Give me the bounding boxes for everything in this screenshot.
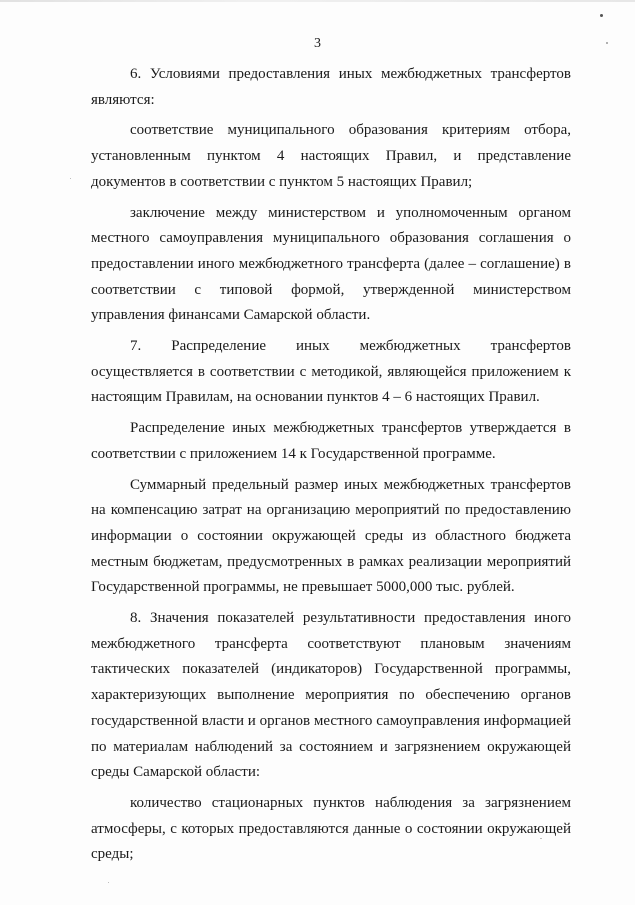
page-number: 3 [314, 36, 321, 51]
document-body [91, 62, 571, 873]
scan-top-edge [0, 0, 635, 2]
paragraph-distribution-approval: Распределение иных межбюджетных трансфертов утверждается в соответствии с приложением 14 к Государственной программе. [91, 420, 571, 462]
paragraph-total-limit: Суммарный предельный размер иных межбюджетных трансфертов на компенсацию затрат на организацию мероприятий по предоставлению информации о состоянии окружающей среды из областного бюджета местным бюджетам, предусмотренных в рамках реализации мероприятий Государственной программы, не превышает 5000,000 тыс. рублей. [91, 476, 571, 596]
paragraph-condition-selection-criteria: соответствие муниципального образования критериям отбора, установленным пунктом 4 настоящих Правил, и представление документов в соответствии с пунктом 5 настоящих Правил; [91, 122, 571, 190]
scan-speck [70, 178, 71, 179]
paragraph-item-8-indicators: 8. Значения показателей результативности предоставления иного межбюджетного трансферта соответствуют плановым значениям тактических показателей (индикаторов) Государственной программы, характеризующих выполнение мероприятия по обеспечению органов государственной власти и органов местного самоуправления информацией по материалам наблюдений за состоянием и загрязнением окружающей среды Самарской области: [91, 610, 571, 781]
scan-speck [108, 882, 109, 883]
paragraph-item-6-conditions: 6. Условиями предоставления иных межбюджетных трансфертов являются: [91, 66, 571, 108]
scan-speck [600, 14, 603, 17]
paragraph-condition-agreement: заключение между министерством и уполномоченным органом местного самоуправления муниципального образования соглашения о предоставлении иного межбюджетного трансферта (далее – соглашение) в соответствии с типовой формой, утвержденной министерством управления финансами Самарской области. [91, 204, 571, 324]
paragraph-indicator-stations-count: количество стационарных пунктов наблюдения за загрязнением атмосферы, с которых предоставляются данные о состоянии окружающей среды; [91, 794, 571, 863]
scan-speck [540, 838, 542, 839]
scan-speck [606, 42, 608, 44]
paragraph-item-7-distribution: 7. Распределение иных межбюджетных трансфертов осуществляется в соответствии с методикой, являющейся приложением к настоящим Правилам, на основании пунктов 4 – 6 настоящих Правил. [91, 338, 571, 406]
